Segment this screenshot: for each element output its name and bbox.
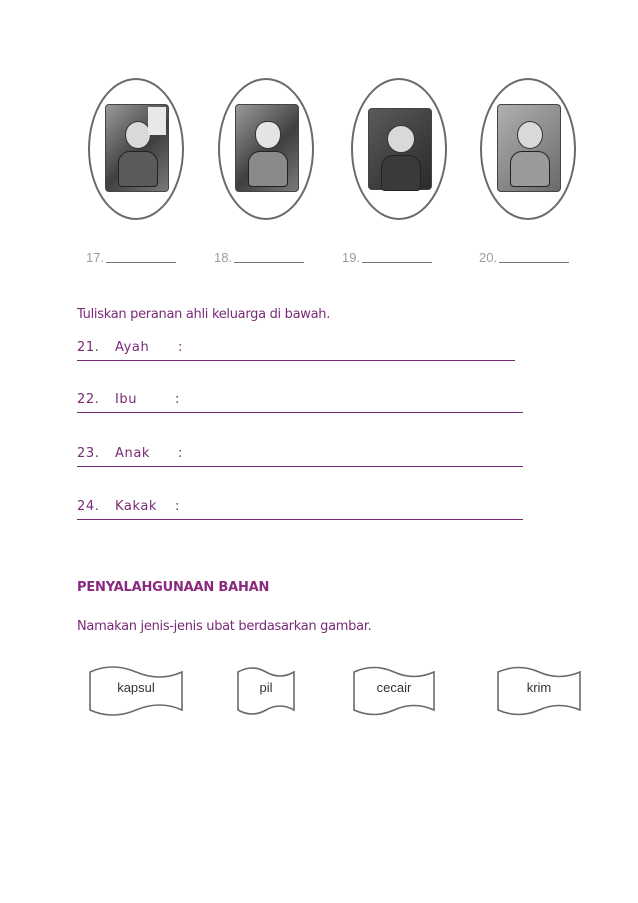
oval-frame-18 [218, 78, 314, 220]
oval-frame-17 [88, 78, 184, 220]
picture-answer-blanks [86, 250, 586, 270]
medicine-labels [80, 660, 590, 720]
blank-line [499, 261, 569, 263]
blank-line [106, 261, 176, 263]
question-number: 24. [77, 499, 100, 514]
question-number: 22. [77, 392, 100, 407]
family-pictures [88, 78, 588, 228]
oval-frame-20 [480, 78, 576, 220]
medicine-name: cecair [376, 680, 412, 695]
picture-caption [148, 107, 166, 135]
medicine-label-cecair [350, 660, 438, 716]
question-colon: : [178, 340, 183, 355]
boy-body [118, 151, 158, 187]
question-label: Ibu [115, 392, 138, 407]
medicine-label-krim [494, 660, 584, 716]
answer-number: 20. [479, 250, 498, 265]
blank-line [234, 261, 304, 263]
blank-line [362, 261, 432, 263]
question-colon: : [175, 499, 180, 514]
question-colon: : [178, 446, 183, 461]
answer-line[interactable] [77, 412, 523, 413]
answer-blank-18[interactable] [214, 250, 304, 265]
answer-line[interactable] [77, 519, 523, 520]
medicine-name: krim [526, 680, 552, 695]
answer-blank-20[interactable] [479, 250, 569, 265]
girl-face [517, 121, 543, 149]
question-label: Kakak [115, 499, 158, 514]
medicine-name: kapsul [117, 680, 155, 695]
answer-line[interactable] [77, 360, 515, 361]
father-picture [368, 108, 432, 190]
mother-face [255, 121, 281, 149]
medicine-label-pil [234, 660, 298, 716]
answer-line[interactable] [77, 466, 523, 467]
question-colon: : [175, 392, 180, 407]
girl-picture [497, 104, 561, 192]
mother-body [248, 151, 288, 187]
medicine-name: pil [259, 680, 273, 695]
father-face [387, 125, 415, 153]
father-body [381, 155, 421, 191]
section-heading: PENYALAHGUNAAN BAHAN [77, 580, 270, 595]
answer-blank-17[interactable] [86, 250, 176, 265]
question-number: 21. [77, 340, 100, 355]
question-label: Ayah [115, 340, 150, 355]
instruction-family-roles: Tuliskan peranan ahli keluarga di bawah. [77, 307, 331, 322]
answer-number: 17. [86, 250, 105, 265]
oval-frame-19 [351, 78, 447, 220]
boy-picture [105, 104, 169, 192]
medicine-label-kapsul [86, 660, 186, 716]
girl-body [510, 151, 550, 187]
question-number: 23. [77, 446, 100, 461]
question-label: Anak [115, 446, 151, 461]
instruction-medicine-types: Namakan jenis-jenis ubat berdasarkan gambar. [77, 619, 372, 634]
answer-number: 18. [214, 250, 233, 265]
answer-blank-19[interactable] [342, 250, 432, 265]
answer-number: 19. [342, 250, 361, 265]
mother-picture [235, 104, 299, 192]
